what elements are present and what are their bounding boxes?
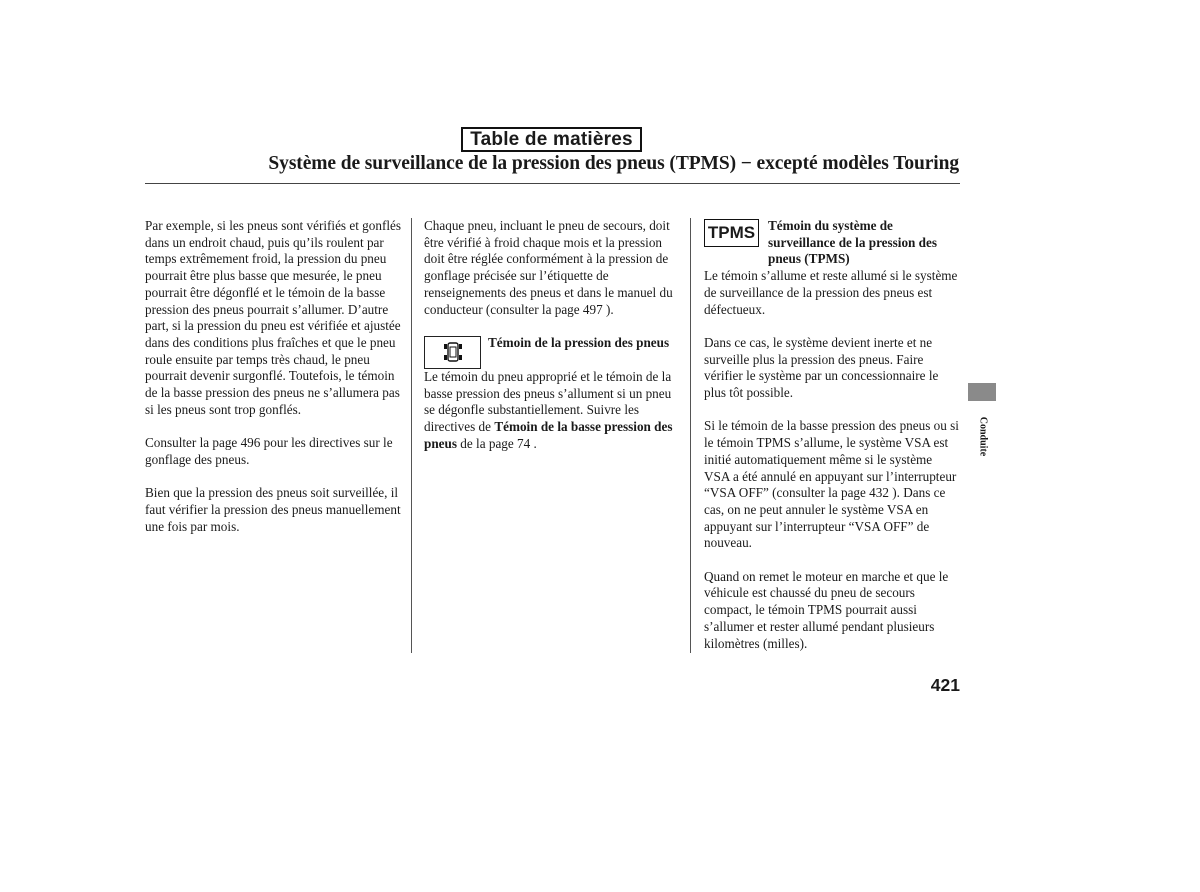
- column-3: [704, 218, 959, 669]
- low-pressure-reference: Témoin de la basse pression des pneus: [424, 419, 673, 451]
- tpms-indicator-title: Témoin du système de surveillance de la pression des pneus (TPMS): [768, 218, 938, 267]
- column-1: [145, 218, 407, 552]
- paragraph-cold-warm-example: Par exemple, si les pneus sont vérifiés et gonflés dans un endroit chaud, puis qu’ils roulent par temps extrêmement froid, la pression du pneu pourrait être plus basse que mesurée, le pneu pourrait être dégonflé et le témoin de la basse pression des pneus pourrait s’allumer. D’autre part, si la pression du pneu est vérifiée et ajustée dans des conditions plus fraîches et que le pneu roule ensuite par temps très chaud, le pneu pourrait devenir surgonflé. Toutefois, le témoin de la basse pression des pneus ne s’allumera pas si les pneus sont trop gonflés.: [145, 218, 401, 417]
- paragraph-tire-indicator: [424, 369, 682, 453]
- column-2: [424, 218, 682, 469]
- tire-pressure-icon: [424, 336, 481, 369]
- paragraph-vsa: Si le témoin de la basse pression des pneus ou si le témoin TPMS s’allume, le système VSA est initié automatiquement même si le système VSA a été annulé en appuyant sur l’interrupteur “VSA OFF” (consulter la page 432 ). Dans ce cas, on ne peut annuler le système VSA en appuyant sur l’interrupteur “VSA OFF” de nouveau.: [704, 418, 959, 551]
- tire-pressure-indicator-heading: [424, 335, 682, 369]
- page-number: 421: [930, 675, 960, 695]
- text: Le témoin du pneu approprié et le témoin de la basse pression des pneus s’allument si un pneu se dégonfle substantiellement. Suivre les directives de: [424, 368, 672, 435]
- paragraph-monthly-cold-check: Chaque pneu, incluant le pneu de secours, doit être vérifié à froid chaque mois et la pression doit être réglée conformément à la pression de gonflage précisée sur l’étiquette de renseignements des pneus et dans le manuel du conducteur (consulter la page 497 ).: [424, 218, 673, 317]
- header-divider: [145, 183, 960, 184]
- tpms-indicator-heading: [704, 218, 959, 268]
- tire-pressure-indicator-title: Témoin de la pression des pneus: [488, 334, 670, 350]
- column-divider-1: [411, 218, 412, 653]
- section-tab[interactable]: [968, 383, 996, 401]
- paragraph-inflation-reference: Consulter la page 496 pour les directives sur le gonflage des pneus.: [145, 435, 393, 467]
- paragraph-compact-spare: Quand on remet le moteur en marche et que le véhicule est chaussé du pneu de secours compact, le témoin TPMS pourrait aussi s’allumer et rester allumé pendant plusieurs kilomètres (milles).: [704, 568, 949, 651]
- page-title: Système de surveillance de la pression des pneus (TPMS) − excepté modèles Touring: [268, 153, 959, 174]
- column-divider-2: [690, 218, 691, 653]
- paragraph-tpms-malfunction: Le témoin s’allume et reste allumé si le système de surveillance de la pression des pneus est défectueux.: [704, 268, 958, 317]
- paragraph-system-inert: Dans ce cas, le système devient inerte et ne surveille plus la pression des pneus. Faire vérifier le système par un concessionnaire le plus tôt possible.: [704, 334, 939, 401]
- text: de la page 74 .: [457, 435, 537, 451]
- paragraph-monthly-check: Bien que la pression des pneus soit surveillée, il faut vérifier la pression des pneus manuellement une fois par mois.: [145, 485, 401, 534]
- tpms-indicator-icon: TPMS: [704, 219, 759, 247]
- table-of-contents-button[interactable]: Table de matières: [461, 127, 642, 152]
- section-tab-label: Conduite: [977, 416, 989, 457]
